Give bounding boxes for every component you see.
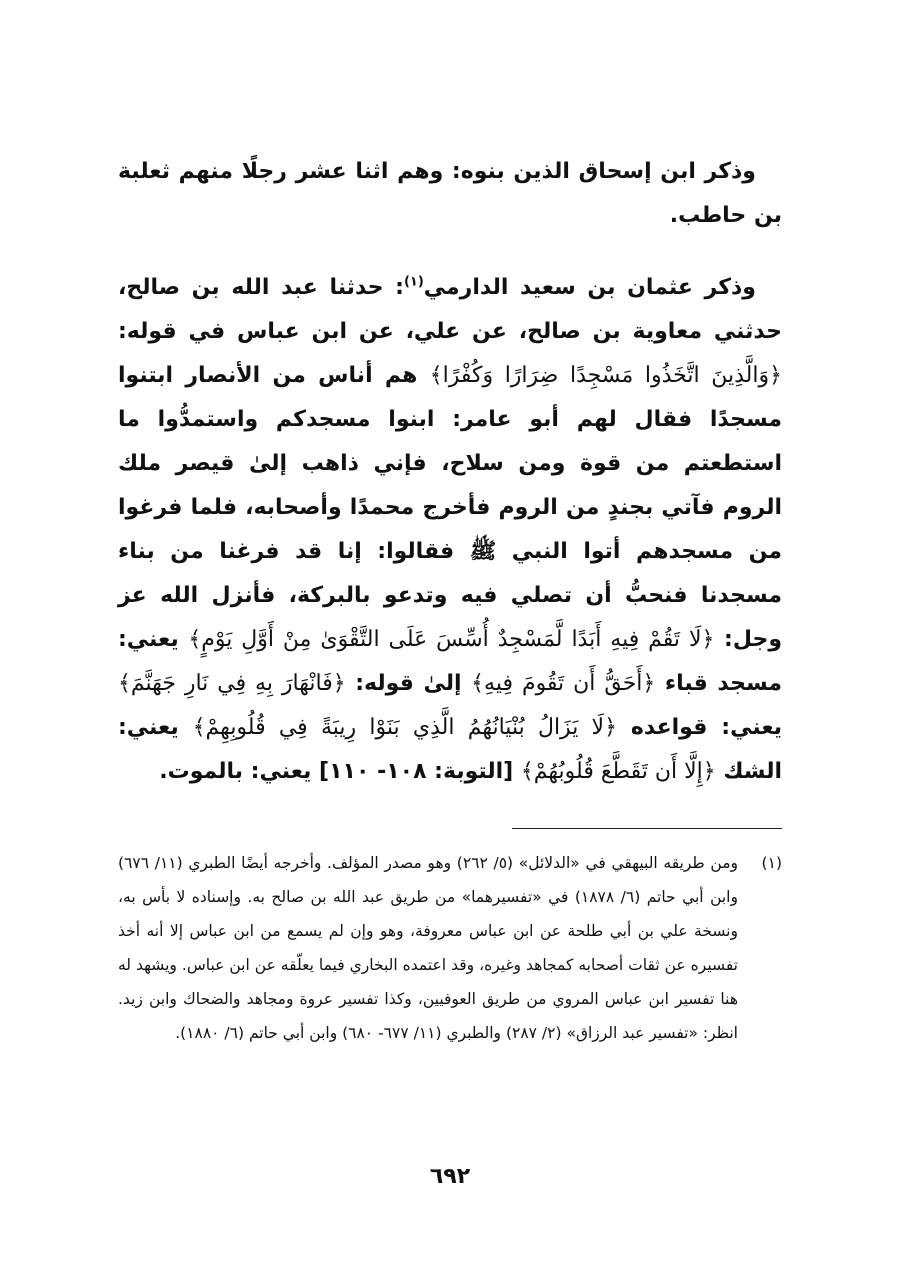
quran-verse: ﴿أَحَقُّ أَن تَقُومَ فِيهِ﴾ (471, 671, 656, 696)
footnote-separator (512, 828, 782, 829)
quran-verse: ﴿لَا يَزَالُ بُنْيَانُهُمُ الَّذِي بَنَوْا رِيبَةً فِي قُلُوبِهِمْ﴾ (192, 715, 617, 740)
paragraph-text: وذكر ابن إسحاق الذين بنوه: وهم اثنا عشر رجلًا منهم ثعلبة بن حاطب. (118, 159, 782, 228)
paragraph-ibn-ishaq (118, 150, 782, 238)
paragraph-darimi (118, 266, 782, 794)
quran-verse: ﴿فَانْهَارَ بِهِ فِي نَارِ جَهَنَّمَ﴾ (118, 671, 346, 696)
page-number: ٦٩٢ (429, 1164, 471, 1189)
paragraph-text: : حدثنا عبد الله بن صالح، حدثني معاوية بن صالح، عن علي، عن ابن عباس في قوله: (118, 275, 782, 344)
footnote (118, 846, 782, 1050)
paragraph-text: إلىٰ قوله: (345, 671, 472, 696)
footnote-number: (١) (761, 854, 782, 872)
quran-verse: ﴿وَالَّذِينَ اتَّخَذُوا مَسْجِدًا ضِرَارًا وَكُفْرًا﴾ (429, 363, 782, 388)
paragraph-text: يعني: قواعده (617, 715, 783, 740)
quran-verse: ﴿لَا تَقُمْ فِيهِ أَبَدًا لَّمَسْجِدٌ أُسِّسَ عَلَى التَّقْوَىٰ مِنْ أَوَّلِ يَوْمٍ﴾ (188, 627, 715, 652)
paragraph-text: هم أناس من الأنصار ابتنوا مسجدًا فقال لهم أبو عامر: ابنوا مسجدكم واستمدُّوا ما استطعتم من قوة ومن سلاح، فإني ذاهب إلىٰ قيصر ملك الروم فآتي بجندٍ من الروم فأخرج محمدًا وأصحابه، فلما فرغوا من مسجدهم أتوا النبي ﷺ فقالوا: إنا قد فرغنا من بناء مسجدنا فنحبُّ أن تصلي فيه وتدعو بالبركة، فأنزل الله عز وجل: (118, 363, 783, 652)
quran-verse: ﴿إِلَّا أَن تَقَطَّعَ قُلُوبُهُمْ﴾ (520, 759, 716, 784)
paragraph-text: يعني: مسجد قباء (118, 627, 783, 696)
footnote-reference[interactable]: (١) (403, 274, 424, 290)
paragraph-text: يعني: الشك (118, 715, 782, 784)
paragraph-text: وذكر عثمان بن سعيد الدارمي (423, 275, 756, 300)
main-text-body (118, 150, 782, 822)
footnote-text: ومن طريقه البيهقي في «الدلائل» (٥/ ٢٦٢) وهو مصدر المؤلف. وأخرجه أيضًا الطبري (١١/ ٦٧٦) وابن أبي حاتم (٦/ ١٨٧٨) في «تفسيرهما» من طريق عبد الله بن صالح به. وإسناده لا بأس به، ونسخة علي بن أبي طلحة عن ابن عباس معروفة، وهو وإن لم يسمع من ابن عباس إلا أنه أخذ تفسيره عن ثقات أصحابه كمجاهد وغيره، وقد اعتمده البخاري فيما يعلّقه عن ابن عباس. ويشهد له هنا تفسير ابن عباس المروي من طريق العوفيين، وكذا تفسير عروة ومجاهد والضحاك وابن زيد. انظر: «تفسير عبد الرزاق» (٢/ ٢٨٧) والطبري (١١/ ٦٧٧- ٦٨٠) وابن أبي حاتم (٦/ ١٨٨٠). (118, 854, 739, 1042)
paragraph-text: [التوبة: ١٠٨- ١١٠] يعني: بالموت. (159, 759, 521, 784)
